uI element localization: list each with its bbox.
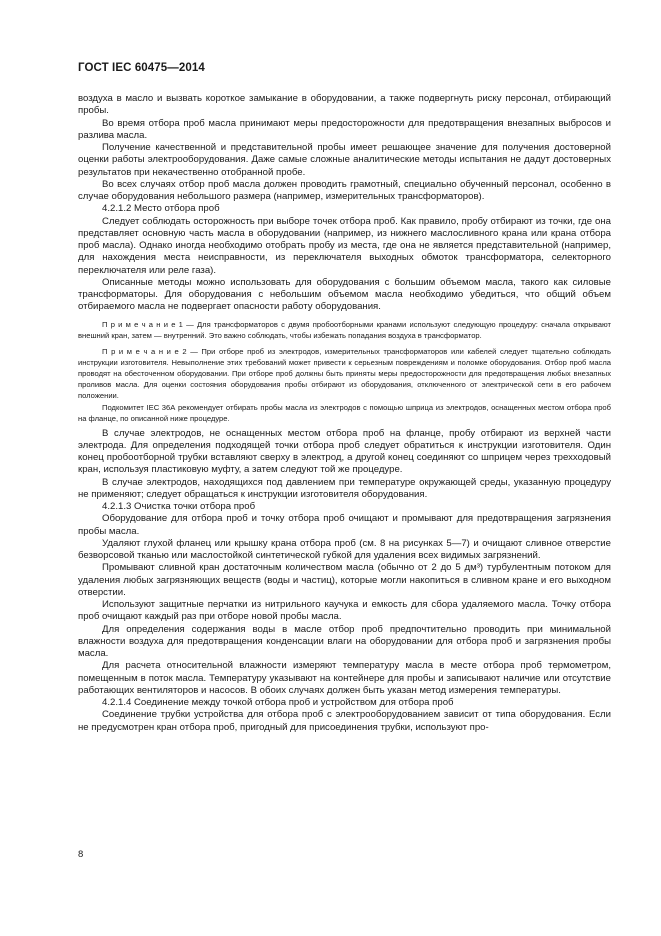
note: П р и м е ч а н и е 2 — При отборе проб из электродов, измерительных трансформаторов или кабелей следует тщательно соблюдать инструкции изготовителя. Невыполнение этих требований может привести к серьезным повреждениям и поломке оборудования. Отбор проб масла проводят на обесточенном оборудовании. При отборе проб должны быть приняты меры предосторожности для предотвращения любых внезапных проливов масла. Для оценки состояния оборудования пробы отбирают из оборудования, отключенного от электрической сети в его рабочем положении.	[78, 346, 611, 400]
section-heading: 4.2.1.2 Место отбора проб	[102, 203, 220, 215]
paragraph: Получение качественной и представительной пробы имеет решающее значение для получения достоверной оценки работы электрооборудования. Даже самые сложные аналитические методы испытания не дадут достоверных результатов при некачественно отобранной пробе.	[78, 142, 611, 178]
paragraph: Во всех случаях отбор проб масла должен проводить грамотный, специально обученный персонал, особенно в случае оборудования небольшого размера (например, измерительных трансформаторов).	[78, 178, 611, 202]
section-heading: 4.2.1.4 Соединение между точкой отбора проб и устройством для отбора проб	[102, 697, 454, 708]
paragraph: Промывают сливной кран достаточным количеством масла (обычно от 2 до 5 дм³) турбулентным потоком для удаления любых загрязняющих веществ (воды и частиц), которые могли накопиться в сливном кране и его выходном отверстии.	[78, 562, 611, 598]
note: П р и м е ч а н и е 1 — Для трансформаторов с двумя пробоотборными кранами используют следующую процедуру: сначала открывают внешний кран, затем — внутренний. Это важно соблюдать, чтобы избежать попадания воздуха в трансформатор.	[78, 319, 611, 340]
paragraph: Для расчета относительной влажности измеряют температуру масла в месте отбора проб термометром, помещенным в поток масла. Температуру указывают на контейнере для пробы и записывают наличие или отсутствие работающих вентиляторов и насосов. В обоих случаях должен быть указан метод измерения температуры.	[78, 660, 611, 696]
paragraph: Оборудование для отбора проб и точку отбора проб очищают и промывают для предотвращения загрязнения пробы масла.	[78, 513, 611, 537]
paragraph: Соединение трубки устройства для отбора проб с электрооборудованием зависит от типа оборудования. Если не предусмотрен кран отбора проб, пригодный для присоединения трубки, используют про-	[78, 709, 611, 733]
paragraph: Удаляют глухой фланец или крышку крана отбора проб (см. 8 на рисунках 5—7) и очищают сливное отверстие безворсовой тканью или маслостойкой синтетической губкой для удаления всех видимых загрязнений.	[78, 537, 611, 561]
paragraph: В случае электродов, находящихся под давлением при температуре окружающей среды, указанную процедуру не применяют; следует обращаться к инструкции изготовителя оборудования.	[78, 476, 611, 500]
paragraph: Следует соблюдать осторожность при выборе точек отбора проб. Как правило, пробу отбирают из точки, где она представляет основную часть масла в оборудовании (например, из нижнего маслосливного крана или крана отбора проб масла). Однако иногда необходимо отобрать пробу из места, где она не является представительной (например, для нахождения места неисправности, из переключателя выходных обмоток трансформатора, селекторного переключателя или реле газа).	[78, 215, 611, 276]
document-body	[78, 93, 611, 734]
paragraph: Во время отбора проб масла принимают меры предосторожности для предотвращения внезапных выбросов и разлива масла.	[78, 117, 611, 141]
paragraph: Описанные методы можно использовать для оборудования с большим объемом масла, такого как силовые трансформаторы. Для оборудования с небольшим объемом масла необходимо убедиться, что общий объем отбираемого масла не подвергает опасности работу оборудования.	[78, 276, 611, 313]
paragraph: В случае электродов, не оснащенных местом отбора проб на фланце, пробу отбирают из верхней части электрода. Для определения подходящей точки отбора проб следует обратиться к инструкции изготовителя. Один конец пробоотборной трубки вставляют сверху в электрод, а другой конец соединяют со шприцем через трехходовый кран, используя пластиковую муфту, а затем следуют той же процедуре.	[78, 427, 611, 476]
page-number: 8	[78, 849, 84, 860]
paragraph: Используют защитные перчатки из нитрильного каучука и емкость для сбора удаляемого масла. Точку отбора проб очищают каждый раз при отборе новой пробы масла.	[78, 599, 611, 623]
note: Подкомитет IEC 36А рекомендует отбирать пробы масла из электродов с помощью шприца из электродов, оснащенных местом отбора проб на фланце, по описанной ниже процедуре.	[78, 402, 611, 423]
paragraph: Для определения содержания воды в масле отбор проб предпочтительно проводить при минимальной влажности воздуха для предотвращения конденсации влаги на оборудовании для отбора проб и загрязнения пробы масла.	[78, 623, 611, 659]
paragraph: воздуха в масло и вызвать короткое замыкание в оборудовании, а также подвергнуть риску персонал, отбирающий пробы.	[78, 93, 611, 117]
document-header: ГОСТ IEC 60475—2014	[78, 62, 205, 74]
section-heading: 4.2.1.3 Очистка точки отбора проб	[102, 501, 256, 512]
